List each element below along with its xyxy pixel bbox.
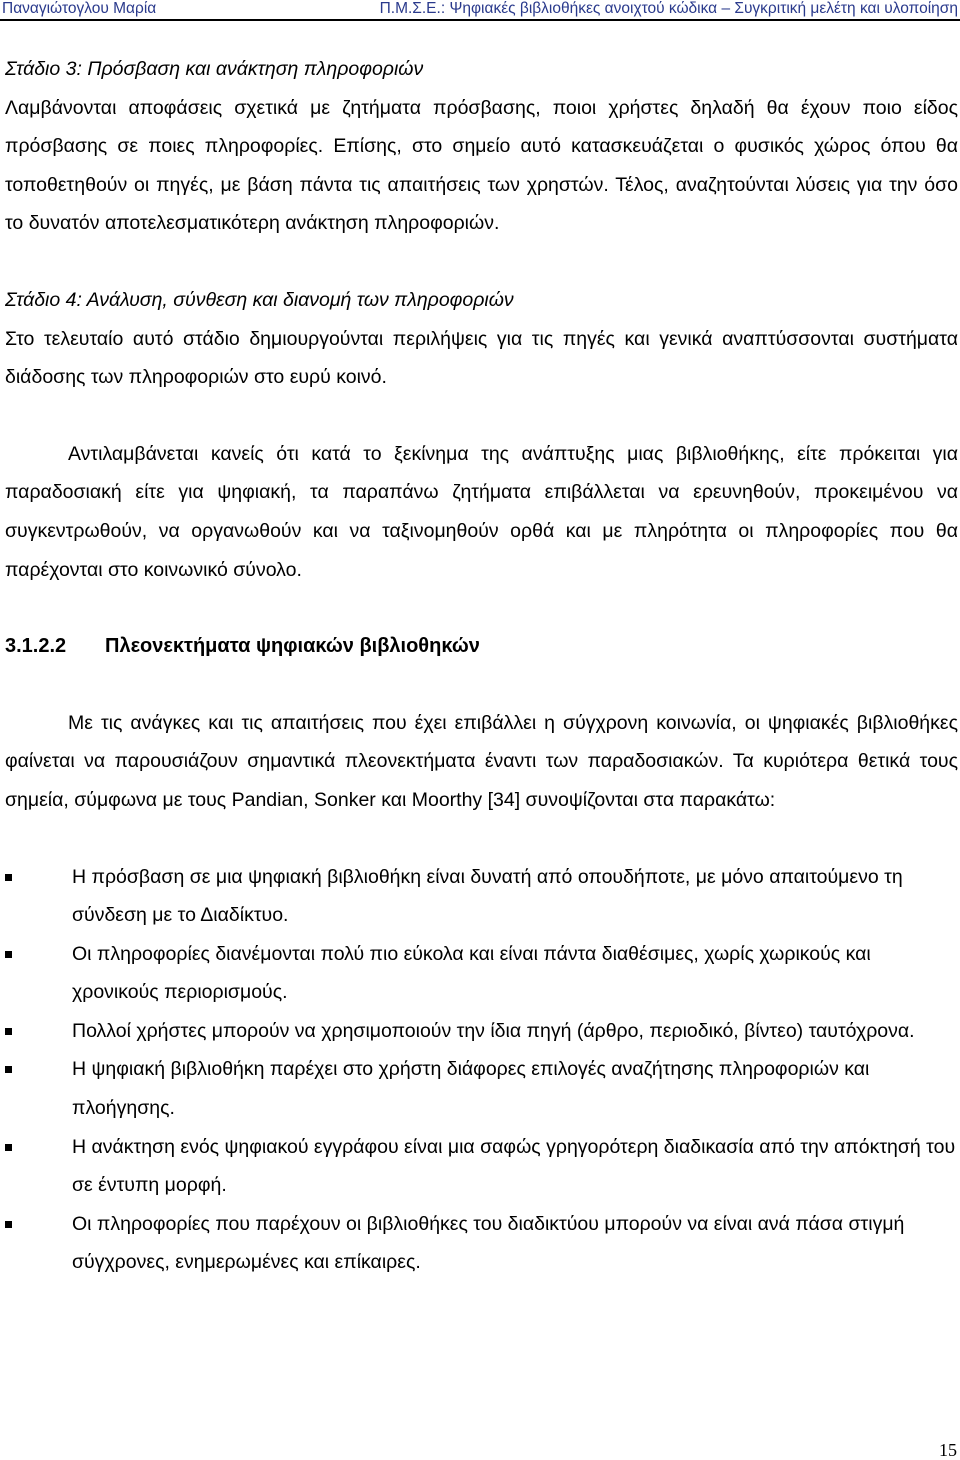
square-bullet-icon bbox=[5, 1221, 12, 1228]
header-course-prefix: Π.Μ.Σ.Ε.: bbox=[379, 0, 450, 17]
square-bullet-icon bbox=[5, 1028, 12, 1035]
square-bullet-icon bbox=[5, 951, 12, 958]
list-item bbox=[5, 1205, 958, 1282]
header-rule bbox=[0, 19, 960, 21]
page-header bbox=[0, 0, 960, 21]
summary-paragraph: Αντιλαμβάνεται κανείς ότι κατά το ξεκίνημα της ανάπτυξης μιας βιβλιοθήκης, είτε πρόκειται για παραδοσιακή είτε για ψηφιακή, τα παραπάνω ζητήματα επιβάλλεται να ερευνηθούν, προκειμένου να συγκεντρωθούν, να οργανωθούν και να ταξινομηθούν ορθά και με πληρότητα οι πληροφορίες που θα παρέχονται στο κοινωνικό σύνολο. bbox=[5, 442, 958, 581]
list-item bbox=[5, 1050, 958, 1127]
list-item bbox=[5, 935, 958, 1012]
header-title: Ψηφιακές βιβλιοθήκες ανοιχτού κώδικα – Συγκριτική μελέτη και υλοποίηση bbox=[449, 0, 958, 17]
advantages-list bbox=[5, 858, 958, 1283]
list-item-text: Η πρόσβαση σε μια ψηφιακή βιβλιοθήκη είναι δυνατή από οπουδήποτε, με μόνο απαιτούμενο τη σύνδεση με το Διαδίκτυο. bbox=[72, 865, 903, 927]
square-bullet-icon bbox=[5, 1066, 12, 1073]
stage3-text: Λαμβάνονται αποφάσεις σχετικά με ζητήματα πρόσβασης, ποιοι χρήστες δηλαδή θα έχουν ποιο είδος πρόσβασης σε ποιες πληροφορίες. Επίσης, στο σημείο αυτό κατασκευάζεται ο φυσικός χώρος όπου θα τοποθετηθούν οι πηγές, με βάση πάντα τις απαιτήσεις των χρηστών. Τέλος, αναζητούνται λύσεις για την όσο το δυνατόν αποτελεσματικότερη ανάκτηση πληροφοριών. bbox=[5, 96, 958, 235]
section-title: Πλεονεκτήματα ψηφιακών βιβλιοθηκών bbox=[105, 635, 480, 658]
square-bullet-icon bbox=[5, 1144, 12, 1151]
list-item-text: Η ψηφιακή βιβλιοθήκη παρέχει στο χρήστη διάφορες επιλογές αναζήτησης πληροφοριών και πλοήγησης. bbox=[72, 1058, 870, 1120]
list-item-text: Οι πληροφορίες που παρέχουν οι βιβλιοθήκες του διαδικτύου μπορούν να είναι ανά πάσα στιγμή σύγχρονες, ενημερωμένες και επίκαιρες. bbox=[72, 1212, 905, 1274]
section-number: 3.1.2.2 bbox=[5, 635, 67, 658]
header-author: Παναγιώτογλου Μαρία bbox=[2, 0, 157, 17]
list-item-text: Πολλοί χρήστες μπορούν να χρησιμοποιούν την ίδια πηγή (άρθρο, περιοδικό, βίντεο) ταυτόχρονα. bbox=[72, 1019, 915, 1042]
list-item-text: Οι πληροφορίες διανέμονται πολύ πιο εύκολα και είναι πάντα διαθέσιμες, χωρίς χωρικούς και χρονικούς περιορισμούς. bbox=[72, 942, 871, 1004]
page-body bbox=[5, 50, 958, 1282]
page-number: 15 bbox=[939, 1440, 957, 1460]
list-item bbox=[5, 1012, 958, 1051]
stage3-heading: Στάδιο 3: Πρόσβαση και ανάκτηση πληροφοριών bbox=[5, 58, 424, 80]
section-heading bbox=[5, 627, 958, 666]
section-intro: Με τις ανάγκες και τις απαιτήσεις που έχει επιβάλλει η σύγχρονη κοινωνία, οι ψηφιακές βιβλιοθήκες φαίνεται να παρουσιάζουν σημαντικά πλεονεκτήματα έναντι των παραδοσιακών. Τα κυριότερα θετικά τους σημεία, σύμφωνα με τους Pandian, Sonker και Moorthy [34] συνοψίζονται στα παρακάτω: bbox=[5, 711, 958, 811]
list-item-text: Η ανάκτηση ενός ψηφιακού εγγράφου είναι μια σαφώς γρηγορότερη διαδικασία από την απόκτησή του σε έντυπη μορφή. bbox=[72, 1135, 956, 1197]
stage4-text: Στο τελευταίο αυτό στάδιο δημιουργούνται περιλήψεις για τις πηγές και γενικά αναπτύσσονται συστήματα διάδοσης των πληροφοριών στο ευρύ κοινό. bbox=[5, 327, 958, 389]
list-item bbox=[5, 858, 958, 935]
header-title-block bbox=[380, 0, 958, 18]
square-bullet-icon bbox=[5, 874, 12, 881]
list-item bbox=[5, 1128, 958, 1205]
stage4-heading: Στάδιο 4: Ανάλυση, σύνθεση και διανομή των πληροφοριών bbox=[5, 288, 514, 311]
